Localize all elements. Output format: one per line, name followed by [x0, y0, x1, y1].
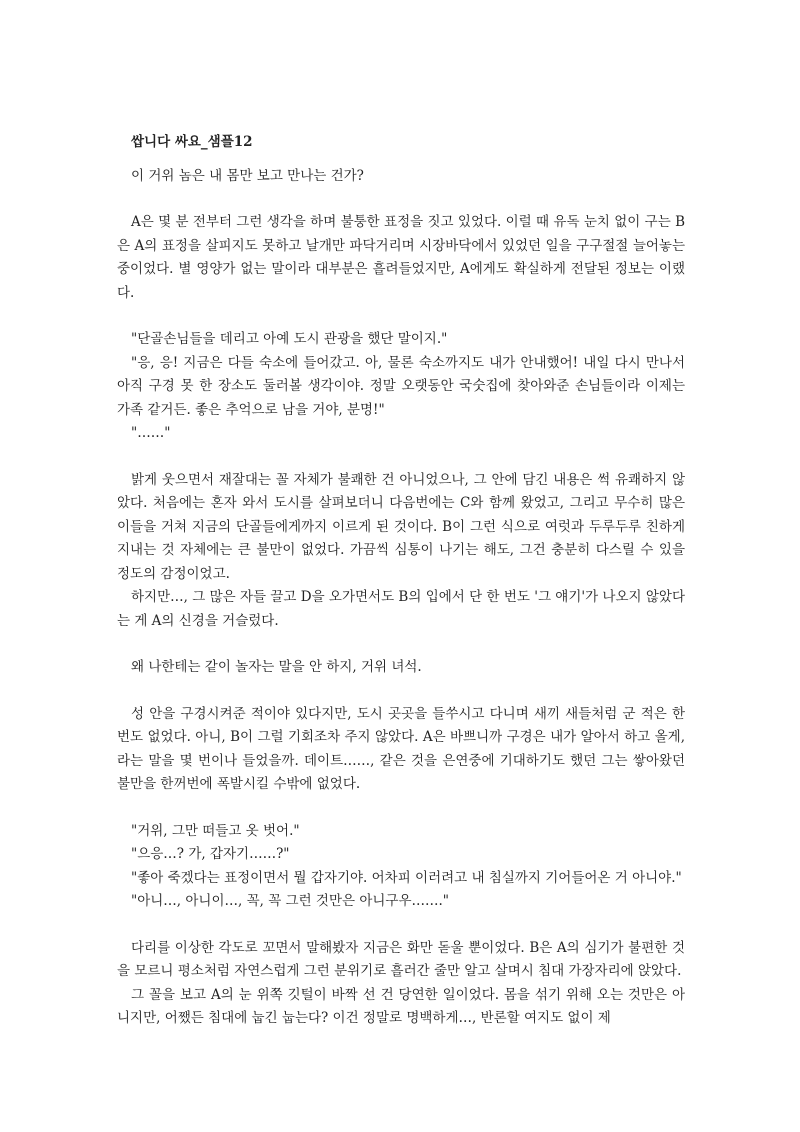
paragraph-gap: [117, 305, 685, 328]
dialogue-line: "……": [131, 425, 171, 441]
paragraph: A은 몇 분 전부터 그런 생각을 하며 불퉁한 표정을 짓고 있었다. 이럴 때 유독 눈치 없이 구는 B은 A의 표정을 살피지도 못하고 날개만 파닥거리며 시장바닥에서 있었던 일을 구구절절 늘어놓는 중이었다. 별 영양가 없는 말이라 대부분은 흘려들었지만, A에게도 확실하게 전달된 정보는 이랬다.: [117, 214, 685, 301]
paragraph: 밝게 웃으면서 재잘대는 꼴 자체가 불쾌한 건 아니었으나, 그 안에 담긴 내용은 썩 유쾌하지 않았다. 처음에는 혼자 와서 도시를 살펴보더니 다음번에는 C와 함께 왔었고, 그리고 무수히 많은 이들을 거쳐 지금의 단골들에게까지 이르게 된 것이다. B이 그런 식으로 여럿과 두루두루 친하게 지내는 것 자체에는 큰 불만이 없었다. 가끔씩 심통이 나기는 해도, 그건 충분히 다스릴 수 있을 정도의 감정이었고.: [117, 471, 685, 582]
paragraph: 성 안을 구경시켜준 적이야 있다지만, 도시 곳곳을 들쑤시고 다니며 새끼 새들처럼 군 적은 한 번도 없었다. 아니, B이 그럴 기회조차 주지 않았다. A은 바쁘니까 구경은 내가 알아서 하고 올게, 라는 말을 몇 번이나 들었을까. 데이트……, 같은 것을 은연중에 기대하기도 했던 그는 쌓아왔던 불만을 한꺼번에 폭발시킬 수밖에 없었다.: [117, 705, 685, 792]
paragraph-gap: [117, 633, 685, 656]
dialogue-line: "으응…? 가, 갑자기……?": [131, 846, 290, 862]
paragraph-gap: [117, 797, 685, 820]
document-body: [117, 131, 685, 1031]
paragraph: 왜 나한테는 같이 놀자는 말을 안 하지, 거위 녀석.: [131, 659, 422, 675]
paragraph-gap: [117, 680, 685, 703]
paragraph: 이 거위 놈은 내 몸만 보고 만나는 건가?: [131, 167, 364, 184]
dialogue-line: "아니…, 아니이…, 꼭, 꼭 그런 것만은 아니구우…….": [131, 893, 449, 909]
document-title: 쌉니다 싸요_샘플12: [131, 134, 253, 150]
dialogue-line: "좋아 죽겠다는 표정이면서 뭘 갑자기야. 어차피 이러려고 내 침실까지 기어들어온 거 아니야.": [131, 869, 682, 886]
paragraph: 그 꼴을 보고 A의 눈 위쪽 깃털이 바짝 선 건 당연한 일이었다. 몸을 섞기 위해 오는 것만은 아니지만, 어쨌든 침대에 눕긴 눕는다? 이건 정말로 명백하게…, 반론할 여지도 없이 제: [117, 986, 685, 1026]
paragraph: 다리를 이상한 각도로 꼬면서 말해봤자 지금은 화만 돋울 뿐이었다. B은 A의 심기가 불편한 것을 모르니 평소처럼 자연스럽게 그런 분위기로 흘러간 줄만 알고 살며시 침대 가장자리에 앉았다.: [117, 939, 685, 979]
dialogue-line: "단골손님들을 데리고 아예 도시 관광을 했단 말이지.": [131, 331, 448, 347]
paragraph: 하지만…, 그 많은 자들 끌고 D을 오가면서도 B의 입에서 단 한 번도 '그 얘기'가 나오지 않았다는 게 A의 신경을 거슬렀다.: [117, 589, 685, 629]
paragraph-gap: [117, 188, 685, 211]
dialogue-line: "응, 응! 지금은 다들 숙소에 들어갔고. 아, 물론 숙소까지도 내가 안내했어! 내일 다시 만나서 아직 구경 못 한 장소도 둘러볼 생각이야. 정말 오랫동안 국숫집에 찾아와준 손님들이라 이제는 가족 같거든. 좋은 추억으로 남을 거야, 분명!": [117, 354, 685, 418]
paragraph-gap: [117, 446, 685, 469]
paragraph-gap: [117, 914, 685, 937]
dialogue-line: "거위, 그만 떠들고 옷 벗어.": [131, 822, 300, 839]
